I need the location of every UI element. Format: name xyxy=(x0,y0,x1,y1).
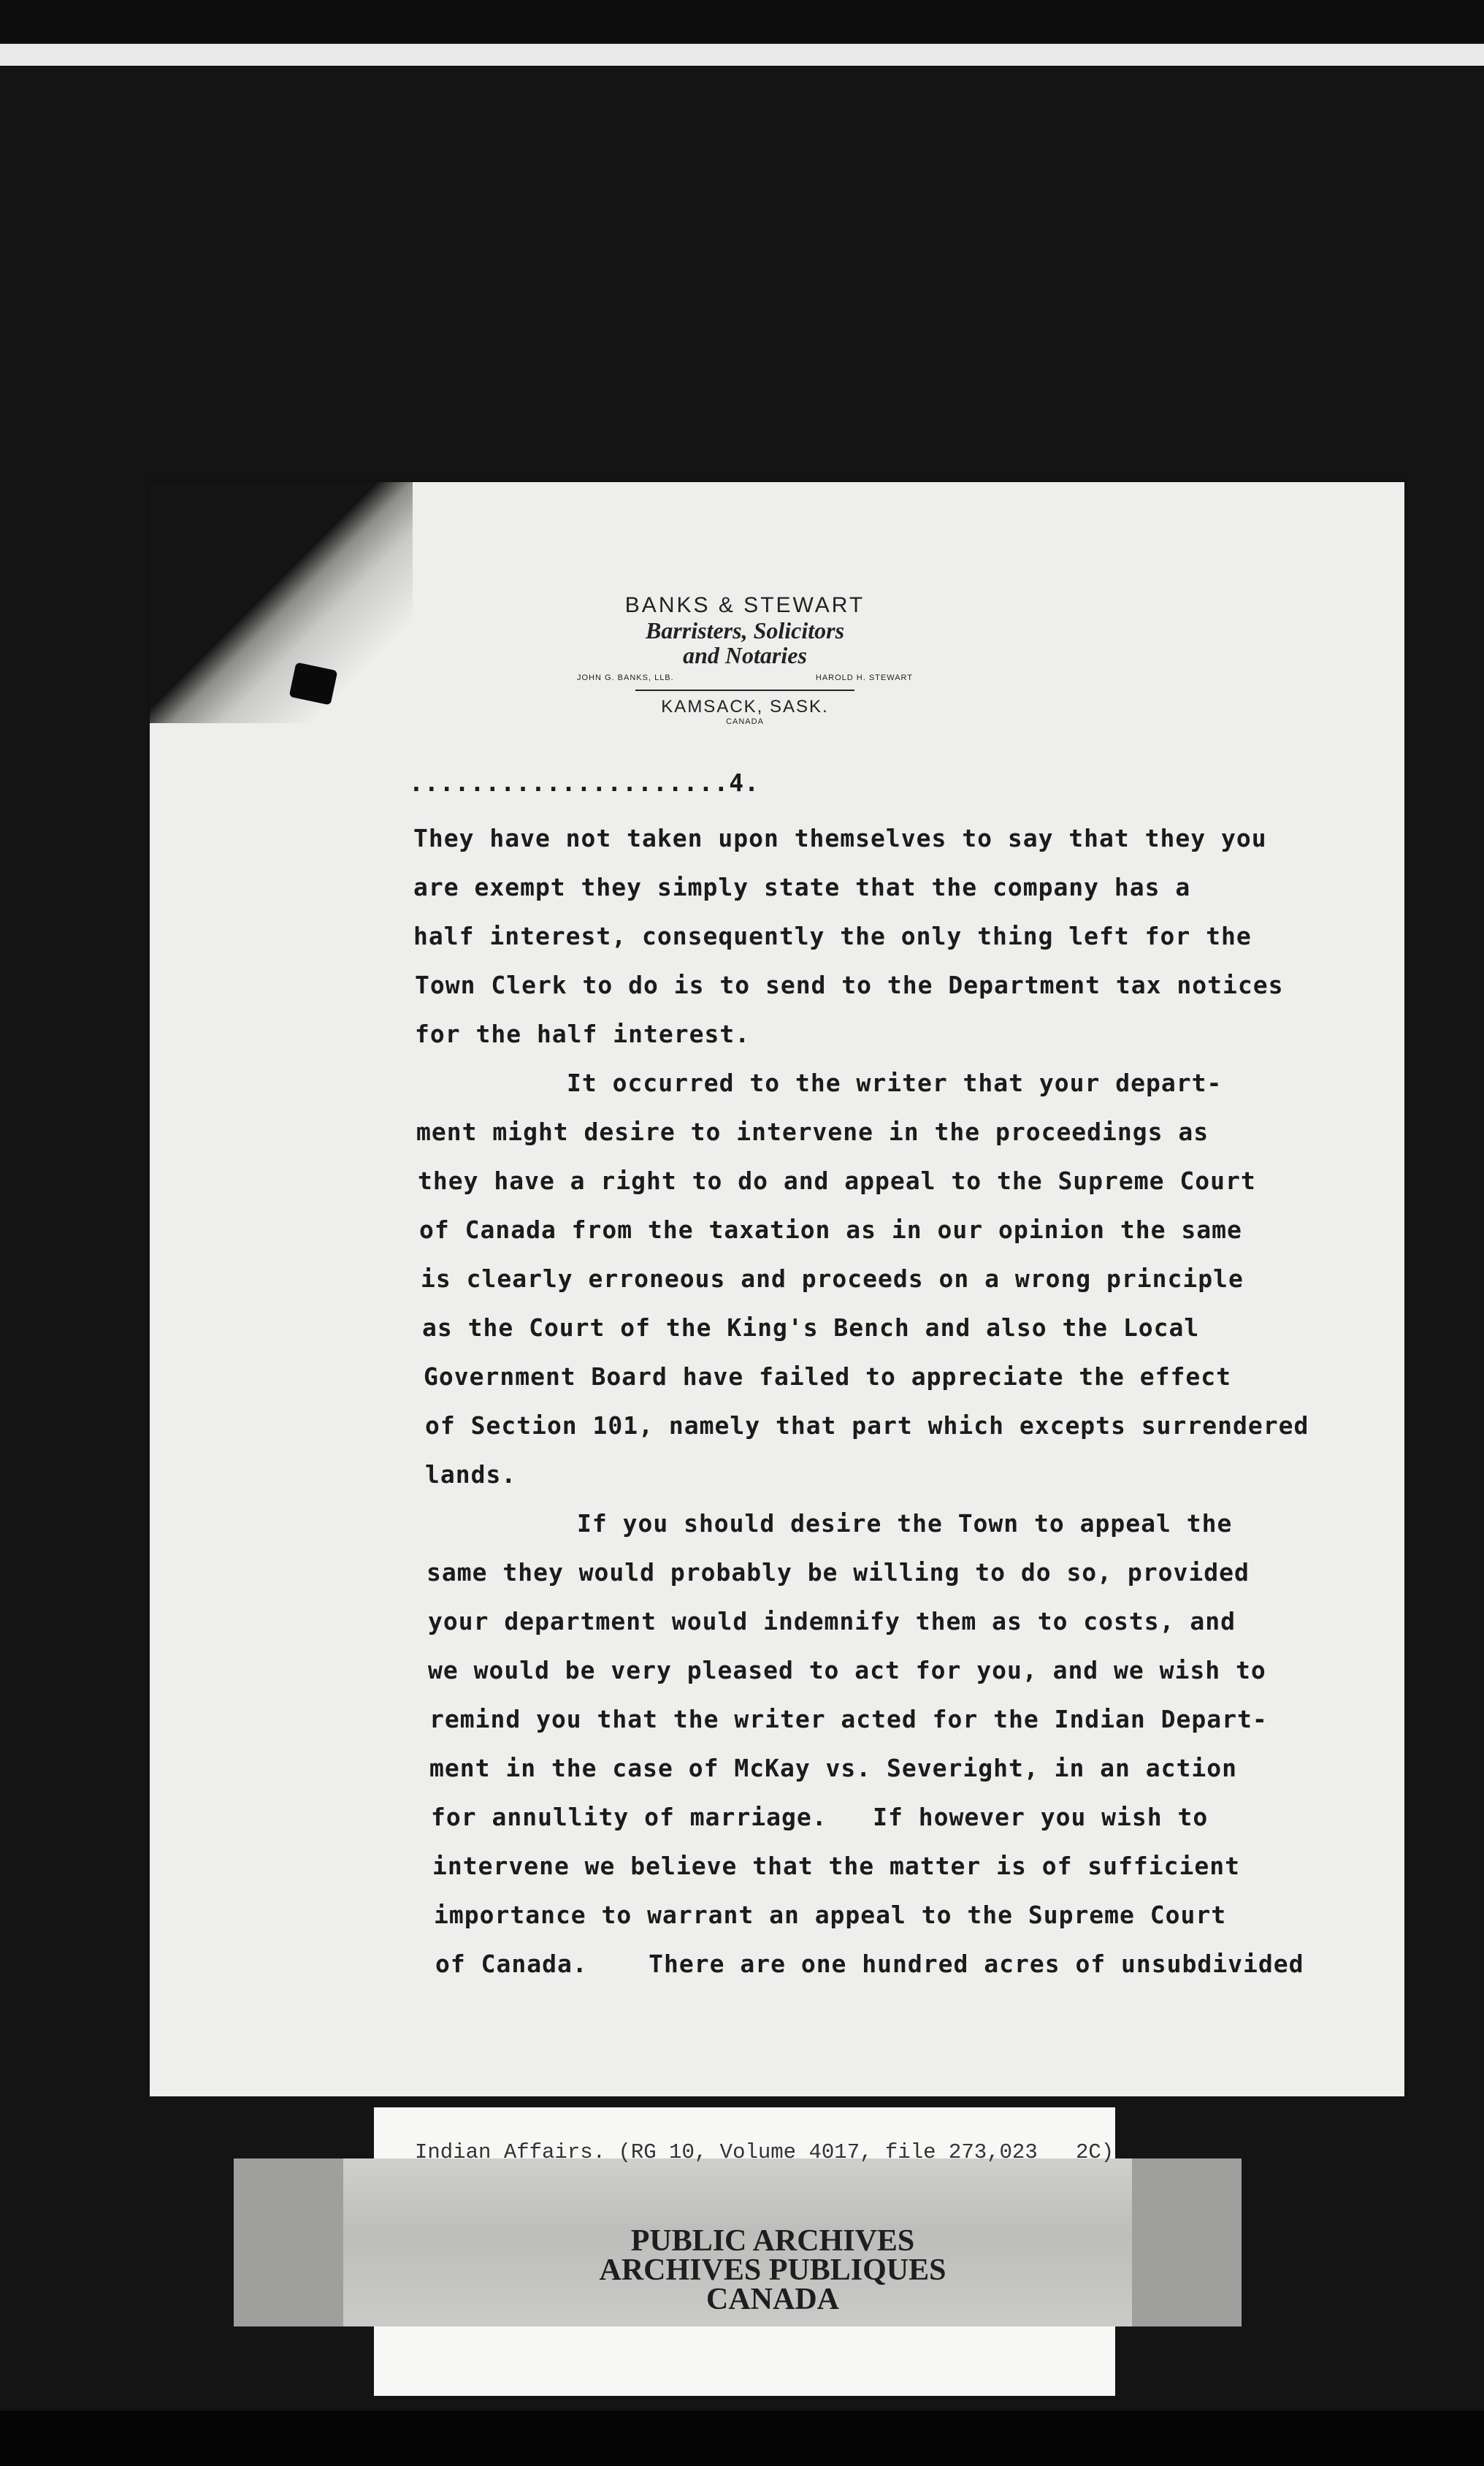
letter-line: If you should desire the Town to appeal the xyxy=(577,1509,1233,1538)
letter-line: your department would indemnify them as to costs, and xyxy=(428,1607,1236,1635)
letter-line: Government Board have failed to appreciate the effect xyxy=(424,1362,1231,1391)
letter-line: of Canada. There are one hundred acres of unsubdivided xyxy=(435,1950,1304,1978)
letter-line: remind you that the writer acted for the Indian Depart- xyxy=(429,1705,1268,1733)
firm-subtitle-1: Barristers, Solicitors xyxy=(645,617,845,644)
letter-line: as the Court of the King's Bench and also the Local xyxy=(422,1313,1200,1342)
stamp-line-1: PUBLIC ARCHIVES xyxy=(630,2224,915,2258)
letter-line: It occurred to the writer that your depart- xyxy=(567,1069,1223,1097)
stamp-line-2: ARCHIVES PUBLIQUES xyxy=(599,2253,946,2287)
letter-line: are exempt they simply state that the company has a xyxy=(413,873,1191,901)
letter-line: for annullity of marriage. If however you wish to xyxy=(431,1803,1209,1831)
firm-subtitle-2: and Notaries xyxy=(683,642,807,668)
stamp-line-3: CANADA xyxy=(706,2283,839,2316)
letter-line: Town Clerk to do is to send to the Department tax notices xyxy=(415,971,1284,999)
archive-reference: Indian Affairs. (RG 10, Volume 4017, file 273,023 2C) xyxy=(415,2140,1114,2164)
page-marker: .....................4. xyxy=(409,768,760,797)
firm-name: BANKS & STEWART xyxy=(624,593,865,617)
partner-names xyxy=(555,673,935,682)
letter-line: we would be very pleased to act for you, and we wish to xyxy=(428,1656,1266,1684)
letter-line: half interest, consequently the only thing left for the xyxy=(413,922,1252,950)
letter-line: They have not taken upon themselves to say that they you xyxy=(413,824,1267,852)
letter-line: same they would probably be willing to do so, provided xyxy=(427,1558,1250,1587)
letter-line: of Section 101, namely that part which excepts surrendered xyxy=(425,1411,1309,1440)
partner-1: JOHN G. BANKS, LLB. xyxy=(577,673,674,682)
letter-line: they have a right to do and appeal to the Supreme Court xyxy=(418,1167,1256,1195)
letter-line: intervene we believe that the matter is of sufficient xyxy=(432,1852,1240,1880)
letter-line: ment might desire to intervene in the proceedings as xyxy=(416,1118,1209,1146)
partner-2: HAROLD H. STEWART xyxy=(815,673,913,682)
letter-line: ment in the case of McKay vs. Severight, in an action xyxy=(429,1754,1237,1782)
strip-fold-right xyxy=(1132,2158,1242,2326)
film-white-bar xyxy=(0,44,1484,66)
letter-line: of Canada from the taxation as in our opinion the same xyxy=(419,1215,1242,1244)
letter-line: for the half interest. xyxy=(415,1020,751,1048)
film-top-edge xyxy=(0,0,1484,42)
strip-fold-left xyxy=(234,2158,343,2326)
letterhead-rule xyxy=(635,690,854,691)
folded-corner xyxy=(150,482,413,723)
firm-country: CANADA xyxy=(726,717,764,726)
film-bottom-edge xyxy=(0,2410,1484,2466)
letter-line: lands. xyxy=(425,1460,517,1489)
firm-city: KAMSACK, SASK. xyxy=(661,697,829,717)
letter-line: is clearly erroneous and proceeds on a wrong principle xyxy=(421,1264,1244,1293)
letter-line: importance to warrant an appeal to the Supreme Court xyxy=(434,1901,1227,1929)
archive-stamp xyxy=(539,2226,1006,2314)
letterhead xyxy=(555,593,935,726)
